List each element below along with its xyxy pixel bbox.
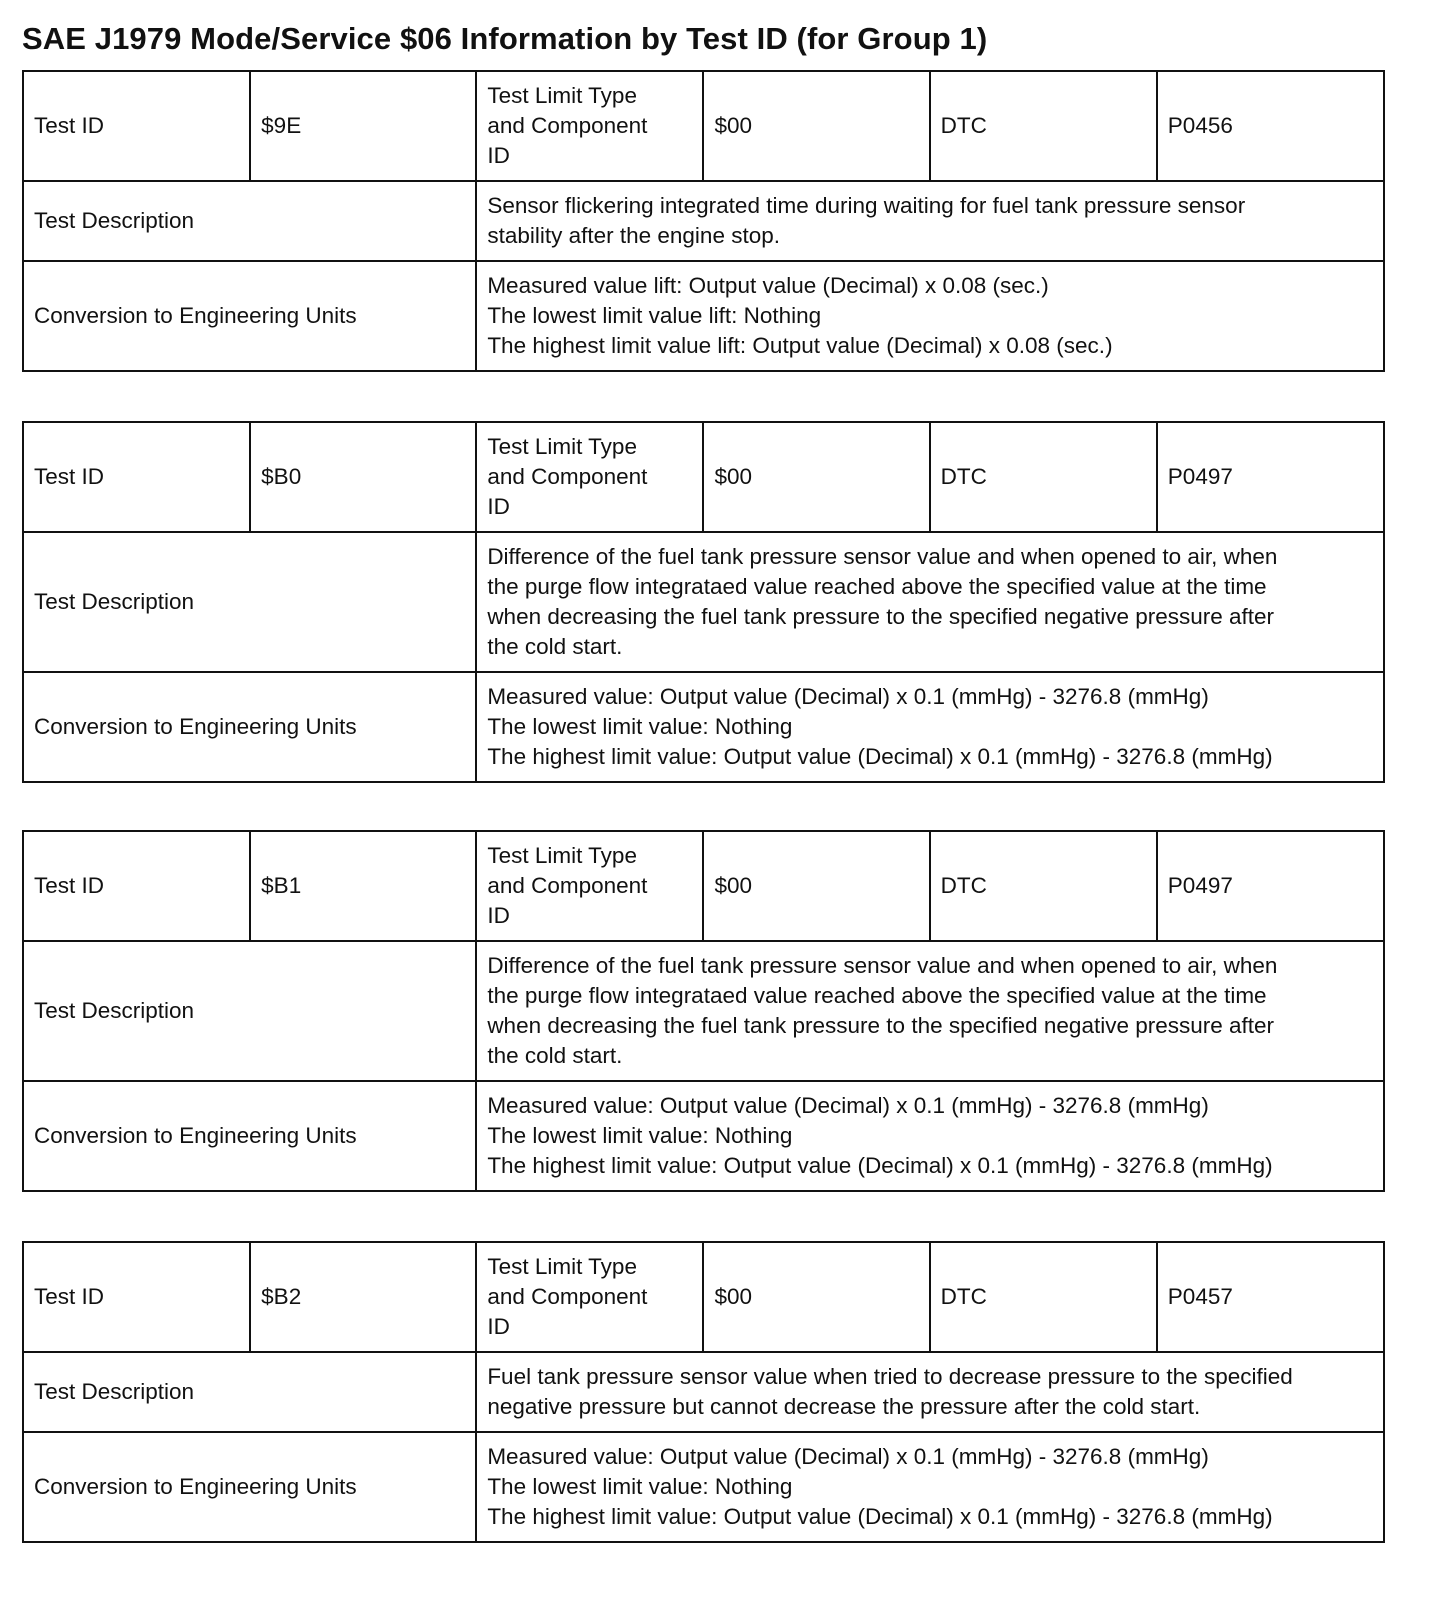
conversion-label: Conversion to Engineering Units — [23, 1081, 476, 1191]
conversion-line: The highest limit value: Output value (Decimal) x 0.1 (mmHg) - 3276.8 (mmHg) — [487, 744, 1273, 769]
test-description-row — [23, 1352, 1384, 1432]
conversion-line: Measured value: Output value (Decimal) x 0.1 (mmHg) - 3276.8 (mmHg) — [487, 1444, 1209, 1469]
conversion-line: Measured value: Output value (Decimal) x 0.1 (mmHg) - 3276.8 (mmHg) — [487, 1093, 1209, 1118]
conversion-row — [23, 672, 1384, 782]
test-id-label: Test ID — [23, 831, 250, 941]
test-limit-type-label: Test Limit Type and Component ID — [476, 71, 703, 181]
test-description-line: stability after the engine stop. — [487, 223, 780, 248]
conversion-line: The lowest limit value lift: Nothing — [487, 303, 822, 328]
test-limit-type-label: Test Limit Type and Component ID — [476, 831, 703, 941]
conversion-value — [476, 1081, 1384, 1191]
dtc-value: P0497 — [1157, 831, 1384, 941]
test-description-line: when decreasing the fuel tank pressure to the specified negative pressure after — [487, 604, 1275, 629]
test-description-line: when decreasing the fuel tank pressure to the specified negative pressure after — [487, 1013, 1275, 1038]
conversion-label: Conversion to Engineering Units — [23, 261, 476, 371]
test-description-label: Test Description — [23, 941, 476, 1081]
test-table — [22, 830, 1385, 1192]
test-table — [22, 1241, 1385, 1543]
test-header-row — [23, 422, 1384, 532]
test-description-line: the cold start. — [487, 634, 623, 659]
test-description-line: Difference of the fuel tank pressure sensor value and when opened to air, when — [487, 953, 1278, 978]
conversion-value — [476, 1432, 1384, 1542]
test-table-block — [22, 1241, 1385, 1543]
dtc-value: P0456 — [1157, 71, 1384, 181]
dtc-label: DTC — [930, 71, 1157, 181]
conversion-line: The highest limit value lift: Output value (Decimal) x 0.08 (sec.) — [487, 333, 1113, 358]
test-header-row — [23, 71, 1384, 181]
test-id-label: Test ID — [23, 71, 250, 181]
test-description-line: the cold start. — [487, 1043, 623, 1068]
conversion-label: Conversion to Engineering Units — [23, 1432, 476, 1542]
test-id-label: Test ID — [23, 422, 250, 532]
test-id-value: $B2 — [250, 1242, 476, 1352]
test-description-row — [23, 181, 1384, 261]
conversion-value — [476, 672, 1384, 782]
test-description-line: the purge flow integrataed value reached above the specified value at the time — [487, 983, 1267, 1008]
test-table-block — [22, 421, 1385, 783]
test-limit-type-label: Test Limit Type and Component ID — [476, 1242, 703, 1352]
test-header-row — [23, 1242, 1384, 1352]
conversion-label: Conversion to Engineering Units — [23, 672, 476, 782]
test-description-label: Test Description — [23, 1352, 476, 1432]
test-description-label: Test Description — [23, 532, 476, 672]
test-id-value: $9E — [250, 71, 476, 181]
dtc-value: P0497 — [1157, 422, 1384, 532]
conversion-row — [23, 1432, 1384, 1542]
test-id-value: $B1 — [250, 831, 476, 941]
conversion-value — [476, 261, 1384, 371]
test-description-label: Test Description — [23, 181, 476, 261]
test-description-line: Fuel tank pressure sensor value when tried to decrease pressure to the specified — [487, 1364, 1293, 1389]
test-description-row — [23, 941, 1384, 1081]
test-table-block — [22, 830, 1385, 1192]
test-description-value — [476, 1352, 1384, 1432]
test-limit-type-value: $00 — [703, 1242, 929, 1352]
conversion-line: Measured value: Output value (Decimal) x 0.1 (mmHg) - 3276.8 (mmHg) — [487, 684, 1209, 709]
conversion-line: The lowest limit value: Nothing — [487, 1474, 793, 1499]
test-description-line: negative pressure but cannot decrease the pressure after the cold start. — [487, 1394, 1201, 1419]
dtc-label: DTC — [930, 422, 1157, 532]
test-description-value — [476, 941, 1384, 1081]
test-table — [22, 70, 1385, 372]
conversion-line: The highest limit value: Output value (Decimal) x 0.1 (mmHg) - 3276.8 (mmHg) — [487, 1504, 1273, 1529]
test-table — [22, 421, 1385, 783]
test-description-value — [476, 181, 1384, 261]
test-description-value — [476, 532, 1384, 672]
test-header-row — [23, 831, 1384, 941]
test-limit-type-value: $00 — [703, 422, 929, 532]
test-id-label: Test ID — [23, 1242, 250, 1352]
dtc-label: DTC — [930, 831, 1157, 941]
test-table-block — [22, 70, 1385, 372]
dtc-label: DTC — [930, 1242, 1157, 1352]
conversion-row — [23, 261, 1384, 371]
page-title: SAE J1979 Mode/Service $06 Information by Test ID (for Group 1) — [22, 21, 988, 56]
conversion-line: Measured value lift: Output value (Decimal) x 0.08 (sec.) — [487, 273, 1049, 298]
test-limit-type-value: $00 — [703, 71, 929, 181]
conversion-line: The lowest limit value: Nothing — [487, 1123, 793, 1148]
test-description-row — [23, 532, 1384, 672]
test-limit-type-value: $00 — [703, 831, 929, 941]
conversion-line: The highest limit value: Output value (Decimal) x 0.1 (mmHg) - 3276.8 (mmHg) — [487, 1153, 1273, 1178]
conversion-line: The lowest limit value: Nothing — [487, 714, 793, 739]
test-id-value: $B0 — [250, 422, 476, 532]
test-limit-type-label: Test Limit Type and Component ID — [476, 422, 703, 532]
test-description-line: the purge flow integrataed value reached above the specified value at the time — [487, 574, 1267, 599]
test-description-line: Difference of the fuel tank pressure sensor value and when opened to air, when — [487, 544, 1278, 569]
test-description-line: Sensor flickering integrated time during waiting for fuel tank pressure sensor — [487, 193, 1246, 218]
conversion-row — [23, 1081, 1384, 1191]
dtc-value: P0457 — [1157, 1242, 1384, 1352]
